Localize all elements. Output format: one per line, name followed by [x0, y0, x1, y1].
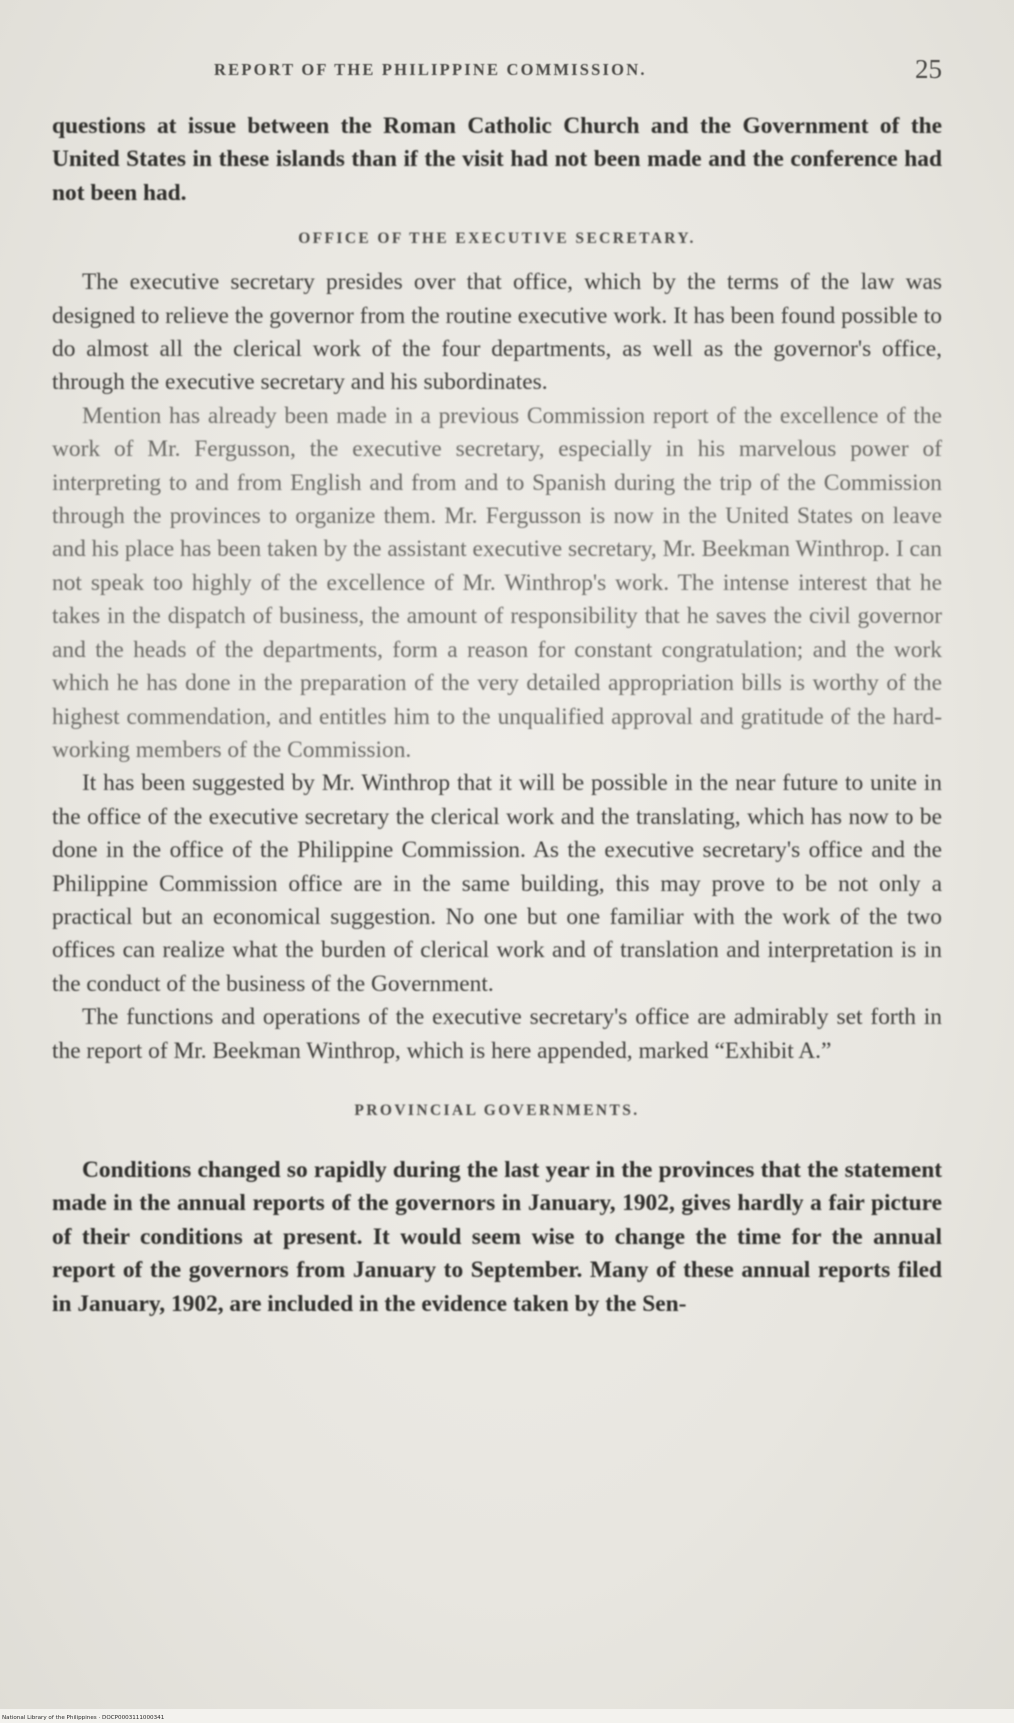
paragraph-executive-secretary-role: The executive secretary presides over that office, which by the terms of the law was designed to relieve the governor from the routine executive work. It has been found possible to do almost all the clerical work of the four departments, as well as the governor's office, through the executive secretary and his subordinates. — [52, 269, 942, 396]
paragraph-unite-offices: It has been suggested by Mr. Winthrop that it will be possible in the near future to unite in the office of the executive secretary the clerical work and the translating, which has now to be done in the office of the Philippine Commission. As the executive secretary's office and the Philippine Commission office are in the same building, this may prove to be not only a practical but an economical suggestion. No one but one familiar with the work of the two offices can realize what the burden of clerical work and of translation and interpretation is in the conduct of the business of the Government. — [52, 770, 942, 997]
paragraph-provincial-conditions: Conditions changed so rapidly during the last year in the provinces that the statement made in the annual reports of the governors in January, 1902, gives hardly a fair picture of their conditions at present. It would seem wise to change the time for the annual report of the governors from January to September. Many of these annual reports filed in January, 1902, are included in the evidence taken by the Sen- — [52, 1156, 942, 1317]
running-head: REPORT OF THE PHILIPPINE COMMISSION. — [214, 60, 647, 79]
scan-footer — [0, 1709, 1014, 1723]
footer-note: National Library of the Philippines · DOCP0003111000341 — [2, 1715, 165, 1721]
section-heading-provincial-governments: PROVINCIAL GOVERNMENTS. — [354, 1101, 640, 1119]
paragraph-exhibit-a: The functions and operations of the executive secretary's office are admirably set forth in the report of Mr. Beekman Winthrop, which is here appended, marked “Exhibit A.” — [52, 1004, 942, 1064]
page-header — [52, 54, 942, 88]
paragraph-continuation: questions at issue between the Roman Catholic Church and the Government of the United States in these islands than if the visit had not been made and the conference had not been had. — [52, 113, 942, 206]
section-heading-executive-secretary: OFFICE OF THE EXECUTIVE SECRETARY. — [298, 230, 696, 248]
page-body — [52, 110, 942, 1321]
page-number: 25 — [915, 54, 942, 84]
paragraph-fergusson-winthrop: Mention has already been made in a previous Commission report of the excellence of the work of Mr. Fergusson, the executive secretary, especially in his marvelous power of interpreting to and from English and from and to Spanish during the trip of the Commission through the provinces to organize them. Mr. Fergusson is now in the United States on leave and his place has been taken by the assistant executive secretary, Mr. Beekman Winthrop. I can not speak too highly of the excellence of Mr. Winthrop's work. The intense interest that he takes in the dispatch of business, the amount of responsibility that he saves the civil governor and the heads of the departments, form a reason for constant congratulation; and the work which he has done in the preparation of the very detailed appropriation bills is worthy of the highest commendation, and entitles him to the unqualified approval and gratitude of the hard-working members of the Commission. — [52, 402, 942, 763]
